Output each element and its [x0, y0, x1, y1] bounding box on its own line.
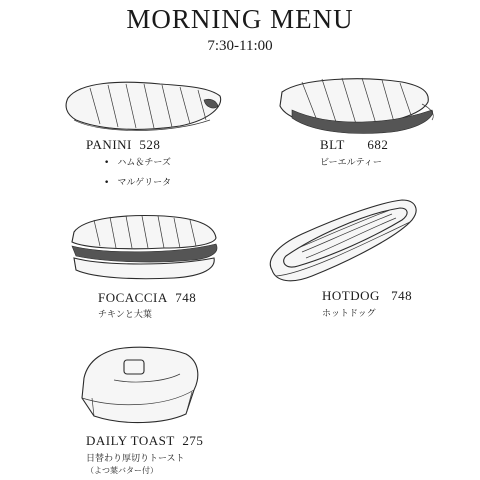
panini-illustration — [60, 76, 230, 136]
panini-label — [86, 137, 160, 153]
panini-option-ham-cheese: • ハム＆チーズ — [104, 155, 171, 168]
focaccia-subtitle: チキンと大葉 — [98, 310, 152, 320]
hotdog-label — [322, 288, 412, 304]
panini-price: 528 — [139, 137, 161, 152]
menu-hours: 7:30-11:00 — [207, 38, 273, 54]
toast-subtitle: 日替わり厚切りトースト — [86, 454, 185, 464]
hotdog-price: 748 — [391, 288, 413, 303]
focaccia-illustration — [64, 208, 224, 282]
panini-name: PANINI — [86, 137, 132, 152]
toast-note: （よつ葉バター付） — [86, 466, 158, 475]
blt-label — [320, 137, 388, 153]
hotdog-name: HOTDOG — [322, 288, 380, 303]
blt-price: 682 — [367, 137, 389, 152]
hotdog-subtitle: ホットドッグ — [322, 309, 376, 319]
toast-label — [86, 433, 203, 449]
toast-illustration — [74, 338, 204, 428]
toast-price: 275 — [182, 433, 204, 448]
blt-illustration — [272, 74, 442, 136]
toast-name: DAILY TOAST — [86, 433, 175, 448]
focaccia-name: FOCACCIA — [98, 290, 168, 305]
focaccia-price: 748 — [175, 290, 197, 305]
focaccia-label — [98, 290, 196, 306]
menu-title: MORNING MENU — [126, 4, 354, 34]
blt-name: BLT — [320, 137, 345, 152]
blt-subtitle: ビーエルティー — [320, 158, 382, 168]
hotdog-illustration — [262, 190, 422, 286]
panini-option-margherita: • マルゲリータ — [104, 175, 171, 188]
